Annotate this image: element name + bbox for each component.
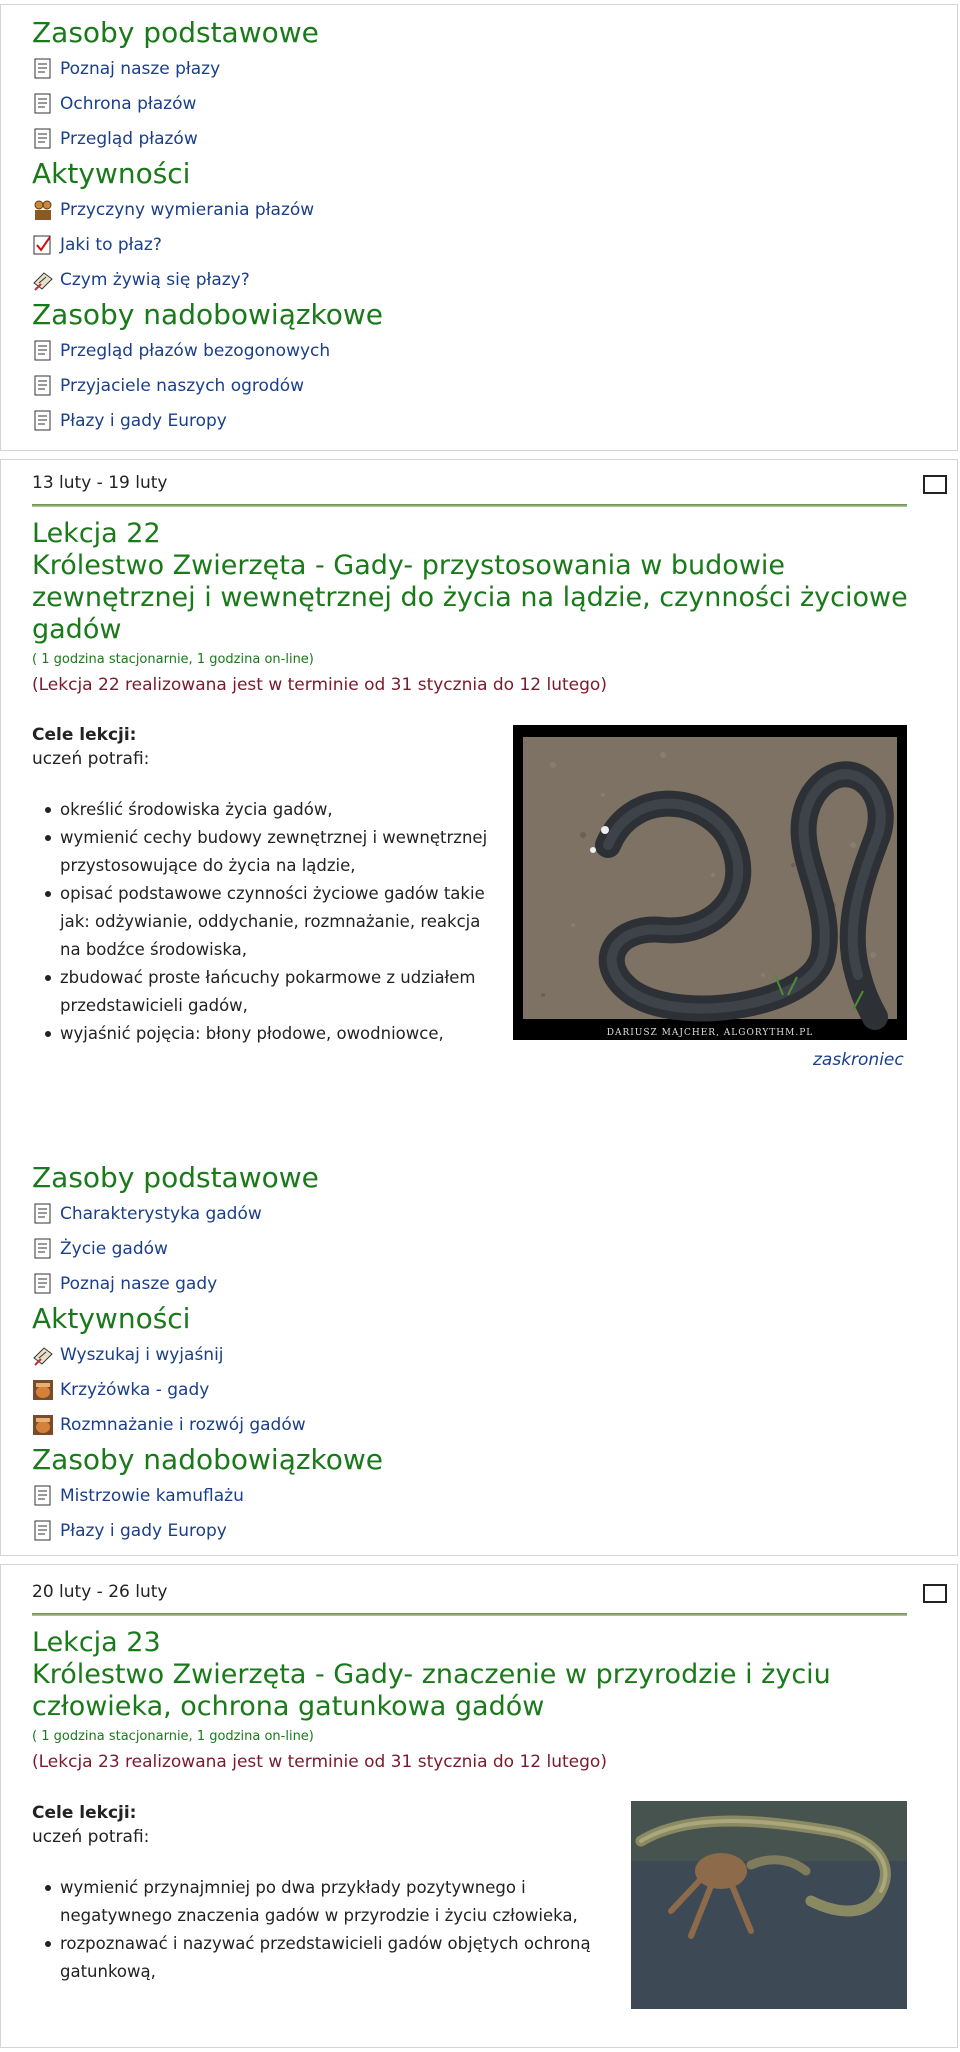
goal-item: wyjaśnić pojęcia: błony płodowe, owodniowce, xyxy=(1,1020,502,1048)
section-resources-amphibians xyxy=(0,4,958,451)
activity-item[interactable] xyxy=(32,192,903,227)
lesson-hours: ( 1 godzina stacjonarnie, 1 godzina on-line) xyxy=(32,1729,314,1744)
snake-frog-photo xyxy=(631,1801,907,2009)
goals-list xyxy=(1,796,502,1048)
activity-link[interactable]: Rozmnażanie i rozwój gadów xyxy=(60,1414,306,1435)
goals-label: Cele lekcji: xyxy=(32,1803,137,1823)
goals-list xyxy=(1,1874,602,1986)
goal-item: wymienić przynajmniej po dwa przykłady pozytywnego i negatywnego znaczenia gadów w przyrodzie i życiu człowieka, xyxy=(1,1874,602,1930)
resource-link[interactable]: Ochrona płazów xyxy=(60,93,197,114)
document-icon xyxy=(32,128,54,150)
workshop-icon xyxy=(32,199,54,221)
resource-item[interactable] xyxy=(32,51,903,86)
document-icon xyxy=(32,1520,54,1542)
highlight-week-checkbox[interactable] xyxy=(923,1584,947,1603)
resource-item[interactable] xyxy=(32,1513,903,1548)
heading-extra-resources: Zasoby nadobowiązkowe xyxy=(32,298,384,331)
activity-link[interactable]: Jaki to płaz? xyxy=(60,234,162,255)
assignment-icon xyxy=(32,1344,54,1366)
document-icon xyxy=(32,1485,54,1507)
resource-item[interactable] xyxy=(32,1231,903,1266)
activity-link[interactable]: Czym żywią się płazy? xyxy=(60,269,250,290)
hotpot-icon xyxy=(32,1379,54,1401)
resource-item[interactable] xyxy=(32,86,903,121)
highlight-week-checkbox[interactable] xyxy=(923,475,947,494)
week-range: 20 luty - 26 luty xyxy=(32,1582,168,1602)
resource-link[interactable]: Płazy i gady Europy xyxy=(60,410,227,431)
divider xyxy=(32,504,907,507)
activity-item[interactable] xyxy=(32,262,903,297)
document-icon xyxy=(32,93,54,115)
resource-link[interactable]: Poznaj nasze gady xyxy=(60,1273,218,1294)
resource-item[interactable] xyxy=(32,333,903,368)
divider xyxy=(32,1613,907,1616)
activity-item[interactable] xyxy=(32,1372,903,1407)
lesson-term: (Lekcja 22 realizowana jest w terminie od 31 stycznia do 12 lutego) xyxy=(32,675,607,695)
document-icon xyxy=(32,410,54,432)
goal-item: zbudować proste łańcuchy pokarmowe z udziałem przedstawicieli gadów, xyxy=(1,964,502,1020)
photo-caption: zaskroniec xyxy=(813,1050,904,1070)
resource-link[interactable]: Mistrzowie kamuflażu xyxy=(60,1485,244,1506)
activity-item[interactable] xyxy=(32,1407,903,1442)
snake-photo xyxy=(513,725,907,1040)
lesson-topic: Królestwo Zwierzęta - Gady- przystosowania w budowie zewnętrznej i wewnętrznej do życia na lądzie, czynności życiowe gadów xyxy=(32,550,908,645)
goals-label: Cele lekcji: xyxy=(32,725,137,745)
section-lesson-23 xyxy=(0,1564,958,2048)
activity-link[interactable]: Wyszukaj i wyjaśnij xyxy=(60,1344,224,1365)
resource-link[interactable]: Przegląd płazów bezogonowych xyxy=(60,340,331,361)
hotpot-icon xyxy=(32,1414,54,1436)
lesson-topic: Królestwo Zwierzęta - Gady- znaczenie w przyrodzie i życiu człowieka, ochrona gatunkowa gadów xyxy=(32,1659,831,1722)
document-icon xyxy=(32,1203,54,1225)
document-icon xyxy=(32,340,54,362)
activity-item[interactable] xyxy=(32,227,903,262)
lesson-title xyxy=(32,1627,912,1723)
photo-credit: DARIUSZ MAJCHER, ALGORYTHM.PL xyxy=(606,1028,814,1038)
resource-link[interactable]: Poznaj nasze płazy xyxy=(60,58,221,79)
resource-link[interactable]: Przyjaciele naszych ogrodów xyxy=(60,375,305,396)
goals-subtitle: uczeń potrafi: xyxy=(32,749,150,769)
activity-link[interactable]: Przyczyny wymierania płazów xyxy=(60,199,315,220)
resource-item[interactable] xyxy=(32,1196,903,1231)
quiz-icon xyxy=(32,234,54,256)
document-icon xyxy=(32,1238,54,1260)
heading-activities: Aktywności xyxy=(32,157,191,190)
assignment-icon xyxy=(32,269,54,291)
document-icon xyxy=(32,58,54,80)
resource-item[interactable] xyxy=(32,1266,903,1301)
resource-item[interactable] xyxy=(32,403,903,438)
goal-item: wymienić cechy budowy zewnętrznej i wewnętrznej przystosowujące do życia na lądzie, xyxy=(1,824,502,880)
resource-link[interactable]: Przegląd płazów xyxy=(60,128,198,149)
lesson-title xyxy=(32,518,912,646)
goal-item: rozpoznawać i nazywać przedstawicieli gadów objętych ochroną gatunkową, xyxy=(1,1930,602,1986)
resource-link[interactable]: Życie gadów xyxy=(60,1238,168,1259)
document-icon xyxy=(32,1273,54,1295)
lesson-number: Lekcja 23 xyxy=(32,1627,161,1658)
resource-link[interactable]: Charakterystyka gadów xyxy=(60,1203,262,1224)
resource-item[interactable] xyxy=(32,368,903,403)
resource-link[interactable]: Płazy i gady Europy xyxy=(60,1520,227,1541)
activity-item[interactable] xyxy=(32,1337,903,1372)
goal-item: określić środowiska życia gadów, xyxy=(1,796,502,824)
goals-subtitle: uczeń potrafi: xyxy=(32,1827,150,1847)
week-range: 13 luty - 19 luty xyxy=(32,473,168,493)
section-lesson-22 xyxy=(0,459,958,1556)
heading-activities: Aktywności xyxy=(32,1302,191,1335)
lesson-number: Lekcja 22 xyxy=(32,518,161,549)
lesson-term: (Lekcja 23 realizowana jest w terminie od 31 stycznia do 12 lutego) xyxy=(32,1752,607,1772)
document-icon xyxy=(32,375,54,397)
resource-item[interactable] xyxy=(32,121,903,156)
goal-item: opisać podstawowe czynności życiowe gadów takie jak: odżywianie, oddychanie, rozmnażanie, reakcja na bodźce środowiska, xyxy=(1,880,502,964)
heading-basic-resources: Zasoby podstawowe xyxy=(32,16,319,49)
activity-link[interactable]: Krzyżówka - gady xyxy=(60,1379,210,1400)
heading-basic-resources: Zasoby podstawowe xyxy=(32,1161,319,1194)
resource-item[interactable] xyxy=(32,1478,903,1513)
heading-extra-resources: Zasoby nadobowiązkowe xyxy=(32,1443,384,1476)
lesson-hours: ( 1 godzina stacjonarnie, 1 godzina on-line) xyxy=(32,652,314,667)
